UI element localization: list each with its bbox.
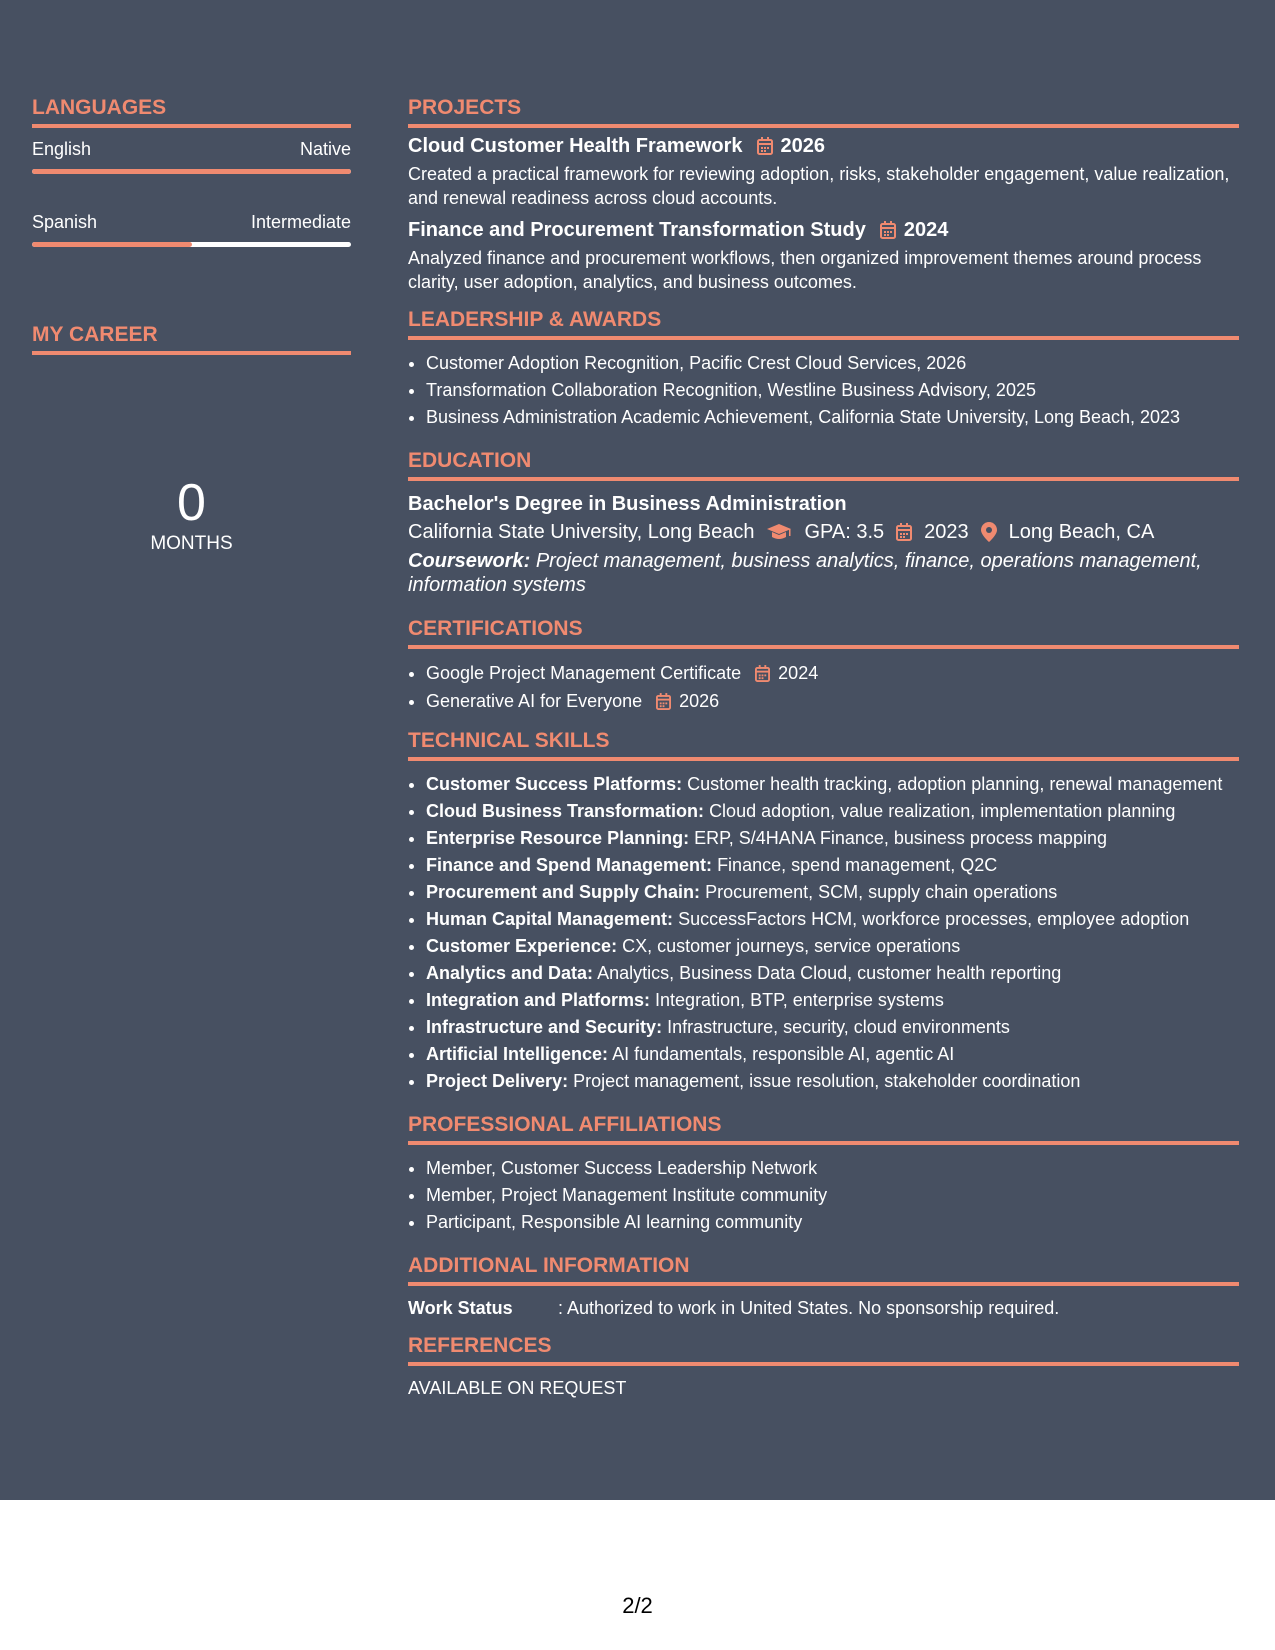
coursework-list: Project management, business analytics, finance, operations management, information systems bbox=[408, 550, 1202, 596]
skill-category: Artificial Intelligence: bbox=[426, 1044, 609, 1064]
location-pin-icon bbox=[981, 522, 997, 542]
gpa: GPA: 3.5 bbox=[804, 521, 885, 543]
coursework bbox=[408, 549, 1239, 597]
project-title: Cloud Customer Health Framework bbox=[408, 135, 743, 157]
award-item: • Transformation Collaboration Recognition, Westline Business Advisory, 2025 bbox=[426, 377, 1239, 404]
award-item: • Business Administration Academic Achievement, California State University, Long Beach, 2023 bbox=[426, 404, 1239, 431]
graduation-year: 2023 bbox=[924, 521, 969, 543]
language-level: Intermediate bbox=[250, 212, 351, 232]
affiliation-item: • Member, Project Management Institute community bbox=[426, 1182, 1239, 1209]
skill-category: Customer Experience: bbox=[426, 936, 618, 956]
skill-category: Infrastructure and Security: bbox=[426, 1017, 663, 1037]
certification-item bbox=[426, 687, 1239, 715]
skill-item bbox=[426, 987, 1239, 1014]
skill-item bbox=[426, 879, 1239, 906]
school-name: California State University, Long Beach bbox=[408, 521, 755, 543]
skills-section bbox=[408, 729, 1239, 1095]
skill-values: Customer health tracking, adoption planning, renewal management bbox=[687, 774, 1223, 794]
references-section bbox=[408, 1334, 1239, 1400]
project-description: Analyzed finance and procurement workflows, then organized improvement themes around process clarity, user adoption, analytics, and business outcomes. bbox=[408, 248, 1202, 292]
skill-category: Project Delivery: bbox=[426, 1071, 569, 1091]
calendar-icon bbox=[656, 693, 671, 710]
skill-values: Finance, spend management, Q2C bbox=[717, 855, 998, 875]
language-bar-fill bbox=[32, 242, 192, 247]
project-description: Created a practical framework for reviewing adoption, risks, stakeholder engagement, value realization, and renewal readiness across cloud accounts. bbox=[408, 164, 1230, 208]
language-bar bbox=[32, 169, 351, 174]
certifications-section bbox=[408, 617, 1239, 715]
skill-values: Infrastructure, security, cloud environments bbox=[667, 1017, 1010, 1037]
degree-title: Bachelor's Degree in Business Administration bbox=[408, 493, 847, 515]
career-counter bbox=[32, 475, 351, 555]
language-bar bbox=[32, 242, 351, 247]
certifications-heading: CERTIFICATIONS bbox=[408, 617, 1239, 649]
projects-heading: PROJECTS bbox=[408, 96, 1239, 128]
skill-item bbox=[426, 1041, 1239, 1068]
skill-category: Customer Success Platforms: bbox=[426, 774, 683, 794]
project-year: 2026 bbox=[780, 135, 826, 157]
certification-item bbox=[426, 659, 1239, 687]
skill-category: Analytics and Data: bbox=[426, 963, 594, 983]
skill-item bbox=[426, 825, 1239, 852]
page-number: 2/2 bbox=[622, 1593, 653, 1618]
skill-values: Analytics, Business Data Cloud, customer health reporting bbox=[597, 963, 1062, 983]
skill-item bbox=[426, 852, 1239, 879]
work-status-label: Work Status bbox=[408, 1298, 513, 1318]
project-year: 2024 bbox=[903, 219, 949, 241]
skill-values: Integration, BTP, enterprise systems bbox=[655, 990, 944, 1010]
career-heading: MY CAREER bbox=[32, 323, 351, 355]
skill-values: SuccessFactors HCM, workforce processes, employee adoption bbox=[678, 909, 1190, 929]
calendar-icon bbox=[757, 137, 773, 155]
graduation-cap-icon bbox=[766, 523, 792, 541]
work-status-value: : Authorized to work in United States. No sponsorship required. bbox=[558, 1298, 1060, 1318]
career-unit: MONTHS bbox=[150, 533, 233, 554]
skill-category: Enterprise Resource Planning: bbox=[426, 828, 690, 848]
project-item bbox=[408, 218, 1239, 294]
additional-info-heading: ADDITIONAL INFORMATION bbox=[408, 1254, 1239, 1286]
skill-category: Finance and Spend Management: bbox=[426, 855, 713, 875]
skill-item bbox=[426, 1068, 1239, 1095]
skill-values: AI fundamentals, responsible AI, agentic AI bbox=[612, 1044, 955, 1064]
left-column bbox=[32, 96, 351, 555]
skill-category: Human Capital Management: bbox=[426, 909, 674, 929]
language-name: English bbox=[32, 139, 92, 159]
calendar-icon bbox=[896, 523, 912, 541]
language-bar-fill bbox=[32, 169, 351, 174]
references-text: AVAILABLE ON REQUEST bbox=[408, 1378, 627, 1398]
skill-item bbox=[426, 1014, 1239, 1041]
language-item-spanish bbox=[32, 211, 351, 247]
skill-values: CX, customer journeys, service operations bbox=[622, 936, 961, 956]
skill-item bbox=[426, 933, 1239, 960]
calendar-icon bbox=[880, 221, 896, 239]
skill-category: Procurement and Supply Chain: bbox=[426, 882, 701, 902]
projects-section bbox=[408, 96, 1239, 294]
coursework-label: Coursework: bbox=[408, 550, 531, 572]
references-heading: REFERENCES bbox=[408, 1334, 1239, 1366]
skill-item bbox=[426, 960, 1239, 987]
languages-heading: LANGUAGES bbox=[32, 96, 351, 128]
leadership-heading: LEADERSHIP & AWARDS bbox=[408, 308, 1239, 340]
skill-item bbox=[426, 771, 1239, 798]
education-section bbox=[408, 449, 1239, 597]
affiliation-item: • Member, Customer Success Leadership Network bbox=[426, 1155, 1239, 1182]
affiliations-heading: PROFESSIONAL AFFILIATIONS bbox=[408, 1113, 1239, 1145]
skill-category: Cloud Business Transformation: bbox=[426, 801, 705, 821]
certification-year: 2024 bbox=[778, 663, 819, 683]
certification-year: 2026 bbox=[679, 691, 720, 711]
leadership-section bbox=[408, 308, 1239, 431]
additional-info-section bbox=[408, 1254, 1239, 1320]
project-item bbox=[408, 134, 1239, 210]
career-value: 0 bbox=[177, 474, 206, 532]
skill-item bbox=[426, 906, 1239, 933]
education-heading: EDUCATION bbox=[408, 449, 1239, 481]
skill-category: Integration and Platforms: bbox=[426, 990, 651, 1010]
school-location: Long Beach, CA bbox=[1008, 521, 1155, 543]
work-status-row bbox=[408, 1296, 1239, 1320]
right-column bbox=[408, 96, 1239, 1418]
project-title: Finance and Procurement Transformation Study bbox=[408, 219, 866, 241]
skill-item bbox=[426, 798, 1239, 825]
certification-name: • Google Project Management Certificate bbox=[426, 663, 742, 683]
language-name: Spanish bbox=[32, 212, 98, 232]
skill-values: Project management, issue resolution, stakeholder coordination bbox=[573, 1071, 1081, 1091]
skill-values: Procurement, SCM, supply chain operations bbox=[705, 882, 1058, 902]
award-item: • Customer Adoption Recognition, Pacific Crest Cloud Services, 2026 bbox=[426, 350, 1239, 377]
education-details bbox=[408, 517, 1239, 547]
skill-values: Cloud adoption, value realization, implementation planning bbox=[709, 801, 1176, 821]
affiliation-item: • Participant, Responsible AI learning community bbox=[426, 1209, 1239, 1236]
skills-list bbox=[408, 771, 1239, 1095]
language-item-english bbox=[32, 138, 351, 174]
language-level: Native bbox=[299, 139, 351, 159]
certification-name: • Generative AI for Everyone bbox=[426, 691, 643, 711]
affiliations-section bbox=[408, 1113, 1239, 1236]
skill-values: ERP, S/4HANA Finance, business process mapping bbox=[694, 828, 1107, 848]
skills-heading: TECHNICAL SKILLS bbox=[408, 729, 1239, 761]
calendar-icon bbox=[755, 665, 770, 682]
